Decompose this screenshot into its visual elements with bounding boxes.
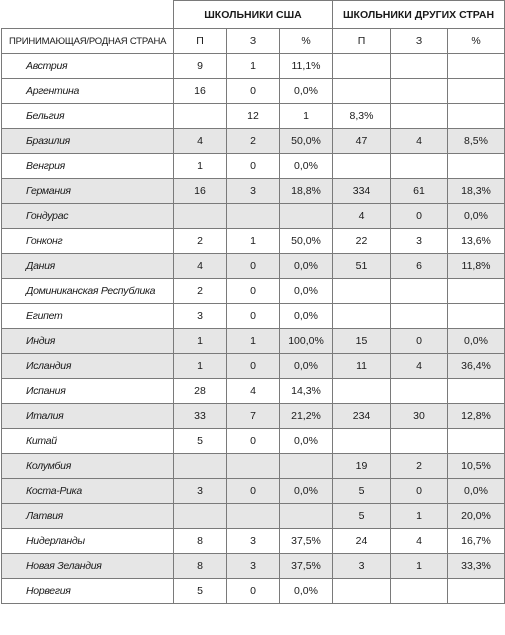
other-percent-cell: 0,0%	[448, 204, 505, 229]
us-accepted-cell	[227, 204, 280, 229]
us-accepted-cell: 2	[227, 129, 280, 154]
other-accepted-cell	[391, 379, 448, 404]
country-cell: Венгрия	[2, 154, 174, 179]
other-percent-cell: 36,4%	[448, 354, 505, 379]
other-percent-cell	[448, 304, 505, 329]
us-accepted-cell: 12	[227, 104, 280, 129]
us-accepted-cell: 0	[227, 354, 280, 379]
exchange-students-table	[1, 0, 505, 604]
us-percent-cell: 0,0%	[280, 279, 333, 304]
us-percent-cell: 11,1%	[280, 54, 333, 79]
other-applied-cell: 47	[333, 129, 391, 154]
other-applied-cell: 24	[333, 529, 391, 554]
us-percent-header: %	[280, 29, 333, 54]
other-applied-cell: 11	[333, 354, 391, 379]
other-accepted-cell	[391, 579, 448, 604]
other-applied-cell: 51	[333, 254, 391, 279]
country-cell: Египет	[2, 304, 174, 329]
other-percent-cell	[448, 154, 505, 179]
us-accepted-cell: 0	[227, 429, 280, 454]
table-row	[2, 154, 505, 179]
other-applied-cell: 334	[333, 179, 391, 204]
other-accepted-cell: 2	[391, 454, 448, 479]
us-accepted-cell: 0	[227, 279, 280, 304]
us-accepted-header: З	[227, 29, 280, 54]
table-row	[2, 579, 505, 604]
other-applied-cell	[333, 429, 391, 454]
other-percent-cell	[448, 79, 505, 104]
us-accepted-cell: 0	[227, 579, 280, 604]
us-accepted-cell: 3	[227, 179, 280, 204]
other-accepted-cell: 0	[391, 329, 448, 354]
us-accepted-cell: 1	[227, 54, 280, 79]
country-cell: Новая Зеландия	[2, 554, 174, 579]
table-row	[2, 329, 505, 354]
country-column-header: ПРИНИМАЮЩАЯ/РОДНАЯ СТРАНА	[2, 29, 174, 54]
us-accepted-cell	[227, 504, 280, 529]
us-percent-cell: 0,0%	[280, 79, 333, 104]
other-accepted-cell	[391, 54, 448, 79]
us-accepted-cell: 1	[227, 329, 280, 354]
other-percent-cell	[448, 104, 505, 129]
us-applied-cell: 5	[174, 579, 227, 604]
table-row	[2, 354, 505, 379]
column-header-row	[2, 29, 505, 54]
country-cell: Австрия	[2, 54, 174, 79]
country-cell: Бразилия	[2, 129, 174, 154]
other-percent-cell: 20,0%	[448, 504, 505, 529]
table-row	[2, 54, 505, 79]
other-accepted-cell: 4	[391, 354, 448, 379]
table-row	[2, 429, 505, 454]
us-applied-cell: 2	[174, 279, 227, 304]
country-cell: Гондурас	[2, 204, 174, 229]
other-accepted-cell	[391, 104, 448, 129]
country-cell: Китай	[2, 429, 174, 454]
other-applied-cell	[333, 379, 391, 404]
table-row	[2, 79, 505, 104]
table-row	[2, 129, 505, 154]
us-accepted-cell: 0	[227, 254, 280, 279]
us-percent-cell: 0,0%	[280, 304, 333, 329]
other-percent-cell	[448, 429, 505, 454]
us-applied-cell: 1	[174, 154, 227, 179]
other-accepted-cell: 0	[391, 204, 448, 229]
us-applied-cell: 3	[174, 479, 227, 504]
other-percent-cell: 11,8%	[448, 254, 505, 279]
table-row	[2, 254, 505, 279]
other-accepted-cell	[391, 304, 448, 329]
us-applied-cell: 1	[174, 329, 227, 354]
us-applied-cell: 16	[174, 179, 227, 204]
country-cell: Латвия	[2, 504, 174, 529]
other-applied-cell	[333, 54, 391, 79]
country-cell: Исландия	[2, 354, 174, 379]
other-accepted-cell: 3	[391, 229, 448, 254]
us-percent-cell: 50,0%	[280, 129, 333, 154]
country-cell: Аргентина	[2, 79, 174, 104]
us-applied-cell: 16	[174, 79, 227, 104]
other-applied-cell: 234	[333, 404, 391, 429]
us-accepted-cell	[227, 454, 280, 479]
other-accepted-header: З	[391, 29, 448, 54]
us-percent-cell: 21,2%	[280, 404, 333, 429]
us-accepted-cell: 0	[227, 479, 280, 504]
us-percent-cell: 37,5%	[280, 554, 333, 579]
other-accepted-cell: 1	[391, 504, 448, 529]
table-row	[2, 479, 505, 504]
us-applied-cell: 5	[174, 429, 227, 454]
other-accepted-cell	[391, 279, 448, 304]
other-accepted-cell: 1	[391, 554, 448, 579]
country-cell: Италия	[2, 404, 174, 429]
other-applied-cell	[333, 279, 391, 304]
other-applied-cell: 5	[333, 479, 391, 504]
table-row	[2, 379, 505, 404]
us-accepted-cell: 7	[227, 404, 280, 429]
other-accepted-cell	[391, 79, 448, 104]
other-applied-cell	[333, 79, 391, 104]
us-applied-cell: 1	[174, 354, 227, 379]
group-header-us: ШКОЛЬНИКИ США	[174, 1, 333, 29]
other-percent-cell: 10,5%	[448, 454, 505, 479]
other-applied-cell: 15	[333, 329, 391, 354]
country-cell: Доминиканская Республика	[2, 279, 174, 304]
table-row	[2, 279, 505, 304]
other-percent-cell: 13,6%	[448, 229, 505, 254]
us-percent-cell: 0,0%	[280, 479, 333, 504]
other-percent-cell	[448, 279, 505, 304]
table-row	[2, 404, 505, 429]
other-accepted-cell	[391, 429, 448, 454]
other-applied-header: П	[333, 29, 391, 54]
us-percent-cell: 100,0%	[280, 329, 333, 354]
group-header-other: ШКОЛЬНИКИ ДРУГИХ СТРАН	[333, 1, 505, 29]
us-applied-header: П	[174, 29, 227, 54]
other-percent-cell: 12,8%	[448, 404, 505, 429]
table-row	[2, 504, 505, 529]
other-accepted-cell: 30	[391, 404, 448, 429]
us-accepted-cell: 0	[227, 304, 280, 329]
us-applied-cell: 33	[174, 404, 227, 429]
other-percent-cell: 18,3%	[448, 179, 505, 204]
country-cell: Норвегия	[2, 579, 174, 604]
other-percent-header: %	[448, 29, 505, 54]
us-percent-cell: 50,0%	[280, 229, 333, 254]
us-percent-cell	[280, 204, 333, 229]
us-accepted-cell: 3	[227, 529, 280, 554]
us-applied-cell: 4	[174, 129, 227, 154]
other-accepted-cell	[391, 154, 448, 179]
other-accepted-cell: 6	[391, 254, 448, 279]
us-percent-cell: 1	[280, 104, 333, 129]
country-cell: Германия	[2, 179, 174, 204]
us-applied-cell: 9	[174, 54, 227, 79]
country-cell: Коста-Рика	[2, 479, 174, 504]
other-applied-cell	[333, 154, 391, 179]
country-cell: Испания	[2, 379, 174, 404]
country-cell: Индия	[2, 329, 174, 354]
us-percent-cell: 0,0%	[280, 354, 333, 379]
us-percent-cell: 0,0%	[280, 429, 333, 454]
other-applied-cell	[333, 579, 391, 604]
country-cell: Бельгия	[2, 104, 174, 129]
table-row	[2, 204, 505, 229]
group-header-row	[2, 1, 505, 29]
us-applied-cell: 8	[174, 554, 227, 579]
other-percent-cell: 33,3%	[448, 554, 505, 579]
table-body	[2, 54, 505, 604]
country-cell: Дания	[2, 254, 174, 279]
table-row	[2, 304, 505, 329]
other-percent-cell: 16,7%	[448, 529, 505, 554]
other-percent-cell	[448, 579, 505, 604]
header-corner	[2, 1, 174, 29]
us-percent-cell: 0,0%	[280, 579, 333, 604]
us-applied-cell: 3	[174, 304, 227, 329]
other-percent-cell	[448, 54, 505, 79]
table-row	[2, 179, 505, 204]
table-row	[2, 529, 505, 554]
other-accepted-cell: 4	[391, 529, 448, 554]
other-applied-cell	[333, 304, 391, 329]
us-accepted-cell: 3	[227, 554, 280, 579]
us-applied-cell	[174, 104, 227, 129]
table-row	[2, 454, 505, 479]
table-row	[2, 554, 505, 579]
us-accepted-cell: 4	[227, 379, 280, 404]
us-applied-cell: 28	[174, 379, 227, 404]
us-percent-cell: 0,0%	[280, 254, 333, 279]
other-accepted-cell: 0	[391, 479, 448, 504]
us-percent-cell: 14,3%	[280, 379, 333, 404]
us-accepted-cell: 0	[227, 154, 280, 179]
us-accepted-cell: 0	[227, 79, 280, 104]
other-applied-cell: 5	[333, 504, 391, 529]
other-percent-cell: 0,0%	[448, 479, 505, 504]
us-accepted-cell: 1	[227, 229, 280, 254]
us-applied-cell: 2	[174, 229, 227, 254]
other-applied-cell: 22	[333, 229, 391, 254]
us-applied-cell	[174, 204, 227, 229]
us-applied-cell: 4	[174, 254, 227, 279]
other-accepted-cell: 4	[391, 129, 448, 154]
other-percent-cell	[448, 379, 505, 404]
other-applied-cell: 4	[333, 204, 391, 229]
table-row	[2, 104, 505, 129]
us-percent-cell	[280, 454, 333, 479]
other-percent-cell: 8,5%	[448, 129, 505, 154]
us-percent-cell: 37,5%	[280, 529, 333, 554]
other-applied-cell: 19	[333, 454, 391, 479]
us-applied-cell: 8	[174, 529, 227, 554]
us-applied-cell	[174, 454, 227, 479]
us-applied-cell	[174, 504, 227, 529]
other-applied-cell: 3	[333, 554, 391, 579]
us-percent-cell: 0,0%	[280, 154, 333, 179]
us-percent-cell: 18,8%	[280, 179, 333, 204]
other-percent-cell: 0,0%	[448, 329, 505, 354]
table-row	[2, 229, 505, 254]
country-cell: Колумбия	[2, 454, 174, 479]
other-applied-cell: 8,3%	[333, 104, 391, 129]
other-accepted-cell: 61	[391, 179, 448, 204]
country-cell: Нидерланды	[2, 529, 174, 554]
country-cell: Гонконг	[2, 229, 174, 254]
us-percent-cell	[280, 504, 333, 529]
